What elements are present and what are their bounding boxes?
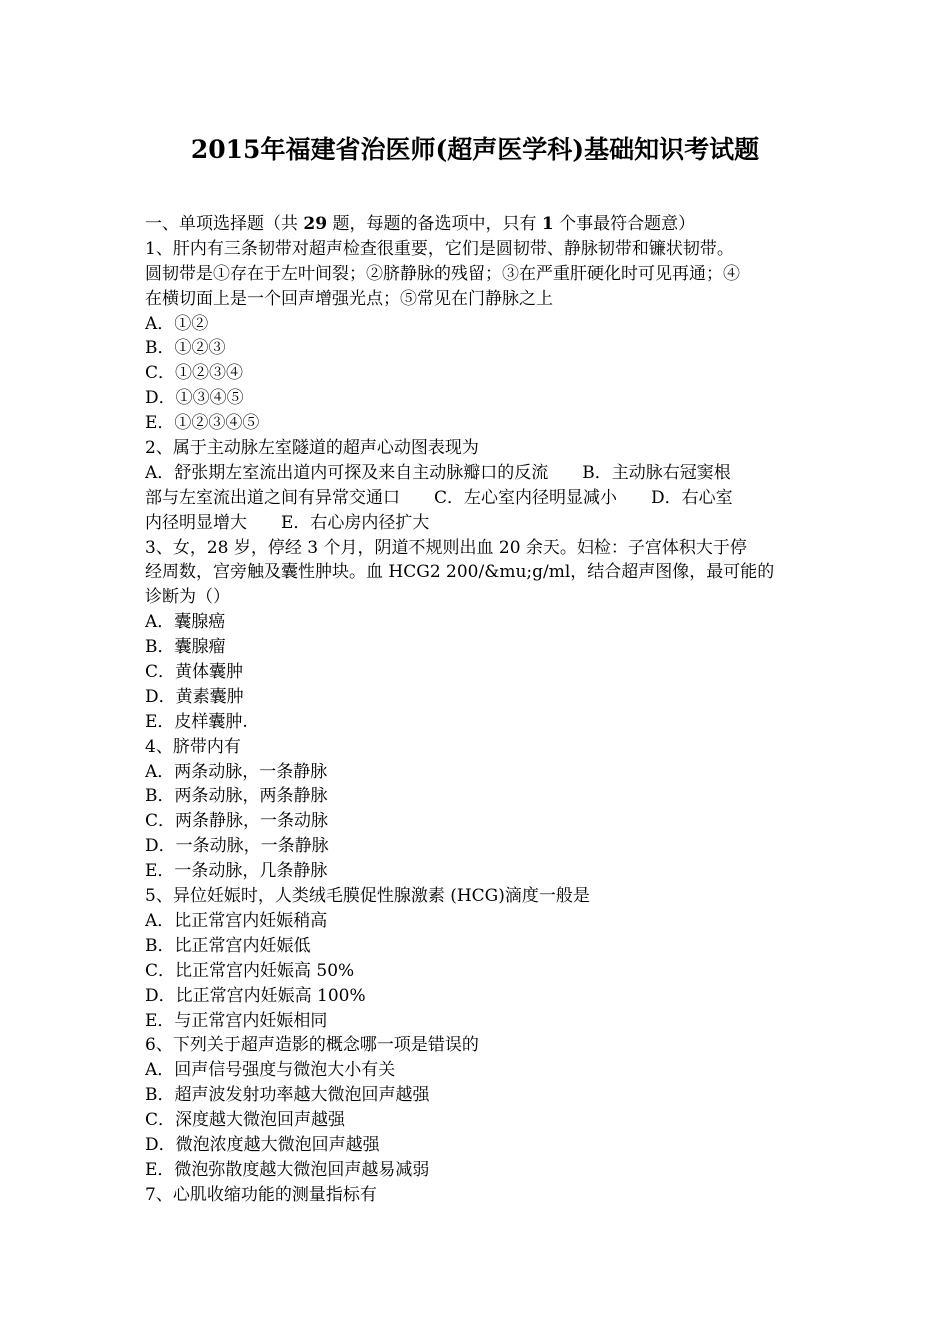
question-2-stem: 2、属于主动脉左室隧道的超声心动图表现为 — [145, 438, 479, 459]
question-1-option-a: A．①② — [145, 313, 209, 334]
question-3-option-d: D．黄素囊肿 — [145, 686, 244, 707]
question-6-option-b: B．超声波发射功率越大微泡回声越强 — [145, 1085, 430, 1106]
question-3-stem: 经周数，宫旁触及囊性肿块。血 HCG2 200/&mu;g/ml，结合超声图像，最可能的 — [145, 562, 775, 583]
question-1-stem: 1、肝内有三条韧带对超声检查很重要，它们是圆韧带、静脉韧带和镰状韧带。 — [145, 238, 734, 259]
section-heading: 一、单项选择题（共 29 题，每题的备选项中，只有 1 个事最符合题意） — [145, 214, 696, 234]
question-3-stem: 诊断为（） — [145, 587, 230, 608]
question-1-option-e: E．①②③④⑤ — [145, 413, 260, 434]
question-6-option-a: A．回声信号强度与微泡大小有关 — [145, 1060, 396, 1081]
question-2-options: 内径明显增大 E．右心房内径扩大 — [145, 512, 430, 533]
question-3-option-c: C．黄体囊肿 — [145, 662, 244, 683]
question-3-stem: 3、女，28 岁，停经 3 个月，阴道不规则出血 20 余天。妇检：子宫体积大于停 — [145, 537, 747, 558]
question-6-option-e: E．微泡弥散度越大微泡回声越易减弱 — [145, 1159, 430, 1180]
question-5-option-a: A．比正常宫内妊娠稍高 — [145, 910, 328, 931]
question-1-option-c: C．①②③④ — [145, 363, 244, 384]
question-5-option-b: B．比正常宫内妊娠低 — [145, 935, 311, 956]
question-6-option-d: D．微泡浓度越大微泡回声越强 — [145, 1134, 380, 1155]
question-3-option-e: E．皮样囊肿. — [145, 711, 248, 732]
question-3-option-a: A．囊腺癌 — [145, 612, 226, 633]
question-1-option-d: D．①③④⑤ — [145, 388, 244, 409]
question-4-option-d: D．一条动脉，一条静脉 — [145, 836, 329, 857]
question-2-options: 部与左室流出道之间有异常交通口 C．左心室内径明显减小 D．右心室 — [145, 487, 733, 508]
question-1-stem: 在横切面上是一个回声增强光点；⑤常见在门静脉之上 — [145, 288, 553, 309]
question-4-option-e: E．一条动脉，几条静脉 — [145, 861, 328, 882]
question-5-option-d: D．比正常宫内妊娠高 100% — [145, 985, 366, 1006]
question-7-stem: 7、心肌收缩功能的测量指标有 — [145, 1184, 377, 1205]
question-4-option-c: C．两条静脉，一条动脉 — [145, 811, 329, 832]
document-body — [145, 212, 807, 1208]
question-1-stem: 圆韧带是①存在于左叶间裂；②脐静脉的残留；③在严重肝硬化时可见再通；④ — [145, 263, 740, 284]
question-4-option-a: A．两条动脉，一条静脉 — [145, 761, 328, 782]
question-3-option-b: B．囊腺瘤 — [145, 637, 226, 658]
question-4-option-b: B．两条动脉，两条静脉 — [145, 786, 328, 807]
question-2-options: A．舒张期左室流出道内可探及来自主动脉瓣口的反流 B．主动脉右冠窦根 — [145, 462, 731, 483]
question-1-option-b: B．①②③ — [145, 338, 226, 359]
question-6-stem: 6、下列关于超声造影的概念哪一项是错误的 — [145, 1035, 479, 1056]
question-4-stem: 4、脐带内有 — [145, 736, 241, 757]
document-title: 2015年福建省治医师(超声医学科)基础知识考试题 — [190, 135, 760, 164]
question-6-option-c: C．深度越大微泡回声越强 — [145, 1110, 346, 1131]
question-5-stem: 5、异位妊娠时，人类绒毛膜促性腺激素 (HCG)滴度一般是 — [145, 886, 590, 907]
question-5-option-e: E．与正常宫内妊娠相同 — [145, 1010, 328, 1031]
question-5-option-c: C．比正常宫内妊娠高 50% — [145, 960, 355, 981]
